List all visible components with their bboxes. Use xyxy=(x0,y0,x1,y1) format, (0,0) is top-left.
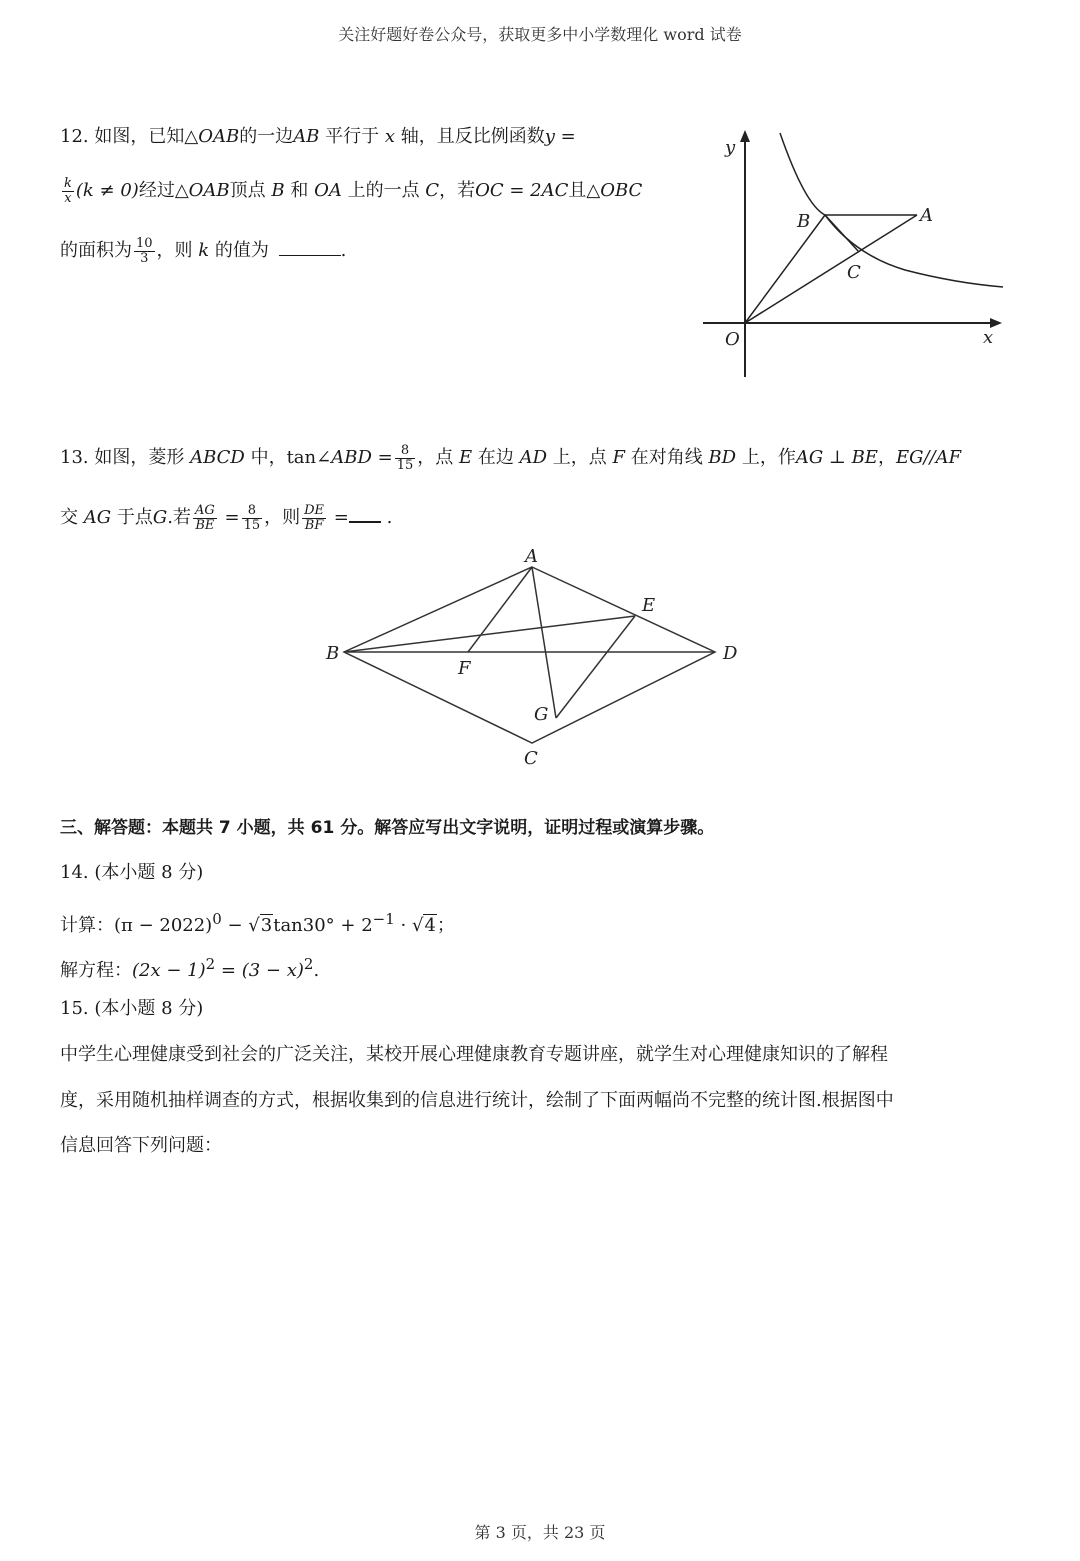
q12-math: AB xyxy=(293,126,320,147)
q12-line3 xyxy=(60,236,346,266)
q12-math: B xyxy=(271,180,285,201)
rhombus-ABCD xyxy=(344,567,715,743)
section-3-heading: 三、解答题：本题共 7 小题，共 61 分。解答应写出文字说明，证明过程或演算步骤。 xyxy=(60,818,715,838)
label-D: D xyxy=(723,643,738,664)
label-G: G xyxy=(534,704,549,725)
q13-text: ，点 xyxy=(417,447,459,468)
q12-math: (k ≠ 0) xyxy=(75,180,139,201)
q13-text: 交 xyxy=(60,507,84,528)
label-y: y xyxy=(725,137,736,158)
q13-math: F xyxy=(612,447,625,468)
q12-line2 xyxy=(60,176,642,206)
q12-math: k xyxy=(198,240,210,261)
q12-text: 轴，且反比例函数 xyxy=(395,126,545,147)
q12-text: 的面积为 xyxy=(60,240,132,261)
label-C: C xyxy=(847,262,861,283)
q12-math: OAB xyxy=(188,180,230,201)
q13-text: 中，tan∠ xyxy=(244,447,332,468)
q12-text: 经过△ xyxy=(138,180,189,201)
label-A: A xyxy=(525,546,538,567)
q13-text: 上，作 xyxy=(736,447,796,468)
q12-math: OAB xyxy=(198,126,240,147)
q15-paragraph-line: 信息回答下列问题： xyxy=(60,1135,222,1156)
q12-math: y = xyxy=(544,126,576,147)
q12-text: ，则 xyxy=(156,240,199,261)
q12-text: 顶点 xyxy=(229,180,272,201)
q12-text: 的值为 xyxy=(209,240,275,261)
page-footer: 第 3 页，共 23 页 xyxy=(474,1523,606,1542)
q13-text: = xyxy=(328,507,349,528)
q13-text: .若 xyxy=(167,507,191,528)
answer-blank[interactable] xyxy=(279,237,341,256)
q15-paragraph-line: 中学生心理健康受到社会的广泛关注，某校开展心理健康教育专题讲座，就学生对心理健康知识的了解程 xyxy=(60,1044,888,1065)
q13-fraction: $\frac{8}{15}$ xyxy=(243,502,261,533)
q13-text: . xyxy=(380,507,393,528)
q13-text: 13. 如图，菱形 xyxy=(60,447,191,468)
q12-text: 12. 如图，已知△ xyxy=(60,126,199,147)
label-B: B xyxy=(326,643,340,664)
answer-blank[interactable] xyxy=(349,503,381,523)
q13-math: AG ⊥ BE xyxy=(795,447,878,468)
q13-fraction: $\frac{DE}{BF}$ xyxy=(304,502,325,533)
q12-text: 且△ xyxy=(568,180,601,201)
q12-text: 上的一点 xyxy=(341,180,426,201)
q15-paragraph-line: 度，采用随机抽样调查的方式，根据收集到的信息进行统计，绘制了下面两幅尚不完整的统计图.根据图中 xyxy=(60,1090,894,1111)
q13-line2 xyxy=(60,503,392,533)
q12-figure xyxy=(695,125,1015,380)
q13-math: E xyxy=(458,447,473,468)
q12-math: OC = 2AC xyxy=(475,180,569,201)
segment-EG xyxy=(556,616,635,718)
q13-text: ，则 xyxy=(264,507,301,528)
segment-BC xyxy=(825,215,859,252)
segment-AF xyxy=(468,567,532,652)
q13-line1 xyxy=(60,443,961,473)
q12-fraction: $\frac{10}{3}$ xyxy=(136,235,153,266)
q13-math: AD xyxy=(519,447,548,468)
q13-math: ABCD xyxy=(190,447,245,468)
segment-AG xyxy=(532,567,556,718)
hyperbola-curve xyxy=(780,133,1003,287)
q13-math: EG//AF xyxy=(895,447,962,468)
label-F: F xyxy=(458,658,471,679)
q13-math: AG xyxy=(83,507,112,528)
q13-math: BD xyxy=(708,447,737,468)
q12-line1 xyxy=(60,122,576,152)
label-B: B xyxy=(797,211,811,232)
y-axis-arrow xyxy=(740,130,750,142)
q13-text: 在边 xyxy=(472,447,520,468)
q13-text: 于点 xyxy=(111,507,153,528)
q12-math: x xyxy=(384,126,396,147)
q12-math: OA xyxy=(314,180,342,201)
q12-text: . xyxy=(340,240,347,261)
q13-text: = xyxy=(371,447,393,468)
page-header: 关注好题好卷公众号，获取更多中小学数理化 word 试卷 xyxy=(338,25,742,44)
q13-math: G xyxy=(152,507,168,528)
q13-math: ABD xyxy=(331,447,372,468)
q12-text: 平行于 xyxy=(319,126,385,147)
q12-fraction: $\frac{k}{x}$ xyxy=(64,175,72,206)
label-x: x xyxy=(983,327,994,348)
segment-OA xyxy=(745,215,917,323)
q14-title: 14. (本小题 8 分) xyxy=(60,862,204,883)
label-A: A xyxy=(920,205,933,226)
q13-text: 上，点 xyxy=(547,447,613,468)
q13-fraction: $\frac{8}{15}$ xyxy=(396,442,414,473)
label-O: O xyxy=(725,329,740,350)
q13-text: 在对角线 xyxy=(624,447,709,468)
q12-math: C xyxy=(425,180,440,201)
segment-OB xyxy=(745,215,825,323)
q14-calc: 计算：$(\pi - 2022)^0 - √3\tan 30^\circ + 2^{-1} \cdot √4$； xyxy=(60,910,455,936)
label-C: C xyxy=(524,748,538,769)
q15-title: 15. (本小题 8 分) xyxy=(60,998,204,1019)
q14-equation: 解方程：$(2x - 1)^2 = (3 - x)^2$. xyxy=(60,955,320,981)
q12-text: 的一边 xyxy=(239,126,294,147)
segment-BE xyxy=(344,616,635,652)
q13-figure xyxy=(320,540,750,775)
q13-text: ， xyxy=(877,447,896,468)
q12-text: 和 xyxy=(284,180,315,201)
q12-text: ，若 xyxy=(439,180,476,201)
q12-math: OBC xyxy=(600,180,643,201)
q13-text: = xyxy=(218,507,240,528)
label-E: E xyxy=(642,595,656,616)
q13-fraction: $\frac{AG}{BE}$ xyxy=(194,502,215,533)
